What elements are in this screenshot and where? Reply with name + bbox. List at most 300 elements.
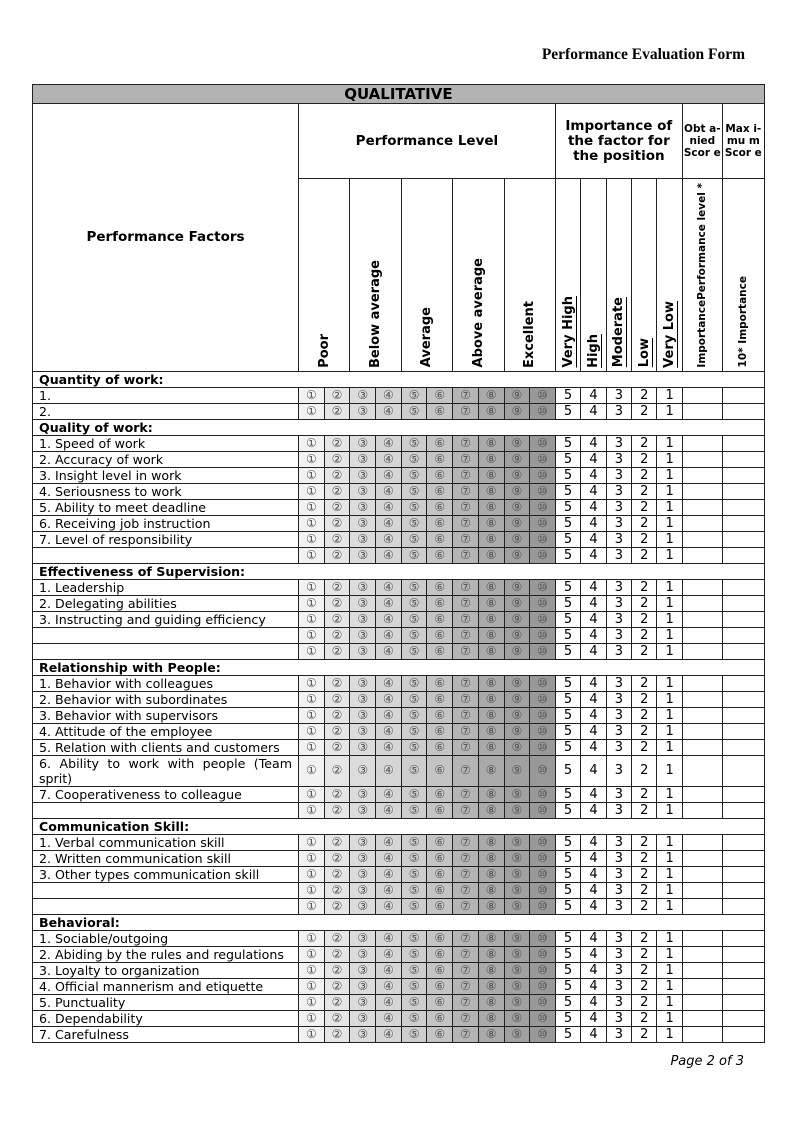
rating-option-6[interactable]: ⑥ [427,515,453,531]
rating-option-1[interactable]: ① [299,643,325,659]
rating-option-1[interactable]: ① [299,882,325,898]
rating-option-1[interactable]: ① [299,1010,325,1026]
importance-option-1[interactable]: 1 [657,451,682,467]
importance-option-1[interactable]: 1 [657,483,682,499]
rating-option-1[interactable]: ① [299,435,325,451]
importance-option-2[interactable]: 2 [632,723,657,739]
rating-option-10[interactable]: ⑩ [530,723,556,739]
rating-option-8[interactable]: ⑧ [478,627,504,643]
rating-option-4[interactable]: ④ [376,962,402,978]
rating-option-4[interactable]: ④ [376,531,402,547]
maximum-score-cell[interactable] [722,898,764,914]
rating-option-6[interactable]: ⑥ [427,882,453,898]
rating-option-8[interactable]: ⑧ [478,387,504,403]
rating-option-8[interactable]: ⑧ [478,850,504,866]
rating-option-6[interactable]: ⑥ [427,467,453,483]
importance-option-1[interactable]: 1 [657,786,682,802]
importance-option-3[interactable]: 3 [606,627,631,643]
obtained-score-cell[interactable] [682,483,722,499]
obtained-score-cell[interactable] [682,387,722,403]
rating-option-5[interactable]: ⑤ [401,850,427,866]
importance-option-1[interactable]: 1 [657,387,682,403]
rating-option-8[interactable]: ⑧ [478,515,504,531]
rating-option-1[interactable]: ① [299,802,325,818]
importance-option-5[interactable]: 5 [555,866,580,882]
rating-option-1[interactable]: ① [299,946,325,962]
importance-option-1[interactable]: 1 [657,515,682,531]
importance-option-2[interactable]: 2 [632,499,657,515]
rating-option-6[interactable]: ⑥ [427,707,453,723]
importance-option-2[interactable]: 2 [632,675,657,691]
rating-option-7[interactable]: ⑦ [453,627,479,643]
importance-option-2[interactable]: 2 [632,946,657,962]
rating-option-10[interactable]: ⑩ [530,531,556,547]
rating-option-9[interactable]: ⑨ [504,1026,530,1042]
importance-option-5[interactable]: 5 [555,739,580,755]
rating-option-10[interactable]: ⑩ [530,547,556,563]
importance-option-3[interactable]: 3 [606,946,631,962]
importance-option-1[interactable]: 1 [657,595,682,611]
rating-option-4[interactable]: ④ [376,882,402,898]
importance-option-3[interactable]: 3 [606,611,631,627]
rating-option-10[interactable]: ⑩ [530,755,556,786]
importance-option-2[interactable]: 2 [632,387,657,403]
maximum-score-cell[interactable] [722,515,764,531]
rating-option-6[interactable]: ⑥ [427,611,453,627]
importance-option-3[interactable]: 3 [606,579,631,595]
rating-option-4[interactable]: ④ [376,834,402,850]
obtained-score-cell[interactable] [682,978,722,994]
obtained-score-cell[interactable] [682,834,722,850]
importance-option-5[interactable]: 5 [555,898,580,914]
rating-option-7[interactable]: ⑦ [453,802,479,818]
importance-option-5[interactable]: 5 [555,611,580,627]
importance-option-3[interactable]: 3 [606,786,631,802]
rating-option-6[interactable]: ⑥ [427,547,453,563]
importance-option-3[interactable]: 3 [606,755,631,786]
rating-option-9[interactable]: ⑨ [504,739,530,755]
rating-option-10[interactable]: ⑩ [530,930,556,946]
maximum-score-cell[interactable] [722,1010,764,1026]
rating-option-8[interactable]: ⑧ [478,723,504,739]
rating-option-9[interactable]: ⑨ [504,483,530,499]
importance-option-3[interactable]: 3 [606,515,631,531]
rating-option-10[interactable]: ⑩ [530,1026,556,1042]
rating-option-1[interactable]: ① [299,515,325,531]
importance-option-2[interactable]: 2 [632,962,657,978]
obtained-score-cell[interactable] [682,691,722,707]
importance-option-5[interactable]: 5 [555,962,580,978]
rating-option-9[interactable]: ⑨ [504,611,530,627]
importance-option-4[interactable]: 4 [581,531,606,547]
rating-option-1[interactable]: ① [299,930,325,946]
rating-option-3[interactable]: ③ [350,387,376,403]
importance-option-1[interactable]: 1 [657,691,682,707]
importance-option-3[interactable]: 3 [606,595,631,611]
importance-option-4[interactable]: 4 [581,866,606,882]
rating-option-9[interactable]: ⑨ [504,882,530,898]
importance-option-5[interactable]: 5 [555,675,580,691]
importance-option-5[interactable]: 5 [555,834,580,850]
rating-option-3[interactable]: ③ [350,930,376,946]
importance-option-2[interactable]: 2 [632,1010,657,1026]
rating-option-7[interactable]: ⑦ [453,786,479,802]
rating-option-2[interactable]: ② [324,435,350,451]
rating-option-9[interactable]: ⑨ [504,547,530,563]
importance-option-4[interactable]: 4 [581,850,606,866]
rating-option-3[interactable]: ③ [350,898,376,914]
maximum-score-cell[interactable] [722,675,764,691]
importance-option-2[interactable]: 2 [632,802,657,818]
rating-option-2[interactable]: ② [324,547,350,563]
obtained-score-cell[interactable] [682,786,722,802]
obtained-score-cell[interactable] [682,499,722,515]
rating-option-5[interactable]: ⑤ [401,627,427,643]
importance-option-2[interactable]: 2 [632,611,657,627]
maximum-score-cell[interactable] [722,739,764,755]
importance-option-2[interactable]: 2 [632,739,657,755]
rating-option-5[interactable]: ⑤ [401,946,427,962]
importance-option-5[interactable]: 5 [555,802,580,818]
rating-option-4[interactable]: ④ [376,483,402,499]
rating-option-7[interactable]: ⑦ [453,930,479,946]
rating-option-10[interactable]: ⑩ [530,515,556,531]
rating-option-9[interactable]: ⑨ [504,802,530,818]
rating-option-10[interactable]: ⑩ [530,467,556,483]
importance-option-5[interactable]: 5 [555,930,580,946]
obtained-score-cell[interactable] [682,946,722,962]
rating-option-8[interactable]: ⑧ [478,882,504,898]
rating-option-2[interactable]: ② [324,403,350,419]
rating-option-3[interactable]: ③ [350,435,376,451]
importance-option-4[interactable]: 4 [581,834,606,850]
importance-option-3[interactable]: 3 [606,691,631,707]
rating-option-5[interactable]: ⑤ [401,802,427,818]
rating-option-2[interactable]: ② [324,930,350,946]
rating-option-3[interactable]: ③ [350,595,376,611]
rating-option-7[interactable]: ⑦ [453,691,479,707]
maximum-score-cell[interactable] [722,691,764,707]
importance-option-2[interactable]: 2 [632,515,657,531]
rating-option-6[interactable]: ⑥ [427,691,453,707]
obtained-score-cell[interactable] [682,531,722,547]
rating-option-5[interactable]: ⑤ [401,675,427,691]
rating-option-10[interactable]: ⑩ [530,962,556,978]
importance-option-3[interactable]: 3 [606,547,631,563]
rating-option-2[interactable]: ② [324,850,350,866]
rating-option-3[interactable]: ③ [350,834,376,850]
importance-option-1[interactable]: 1 [657,403,682,419]
rating-option-9[interactable]: ⑨ [504,435,530,451]
rating-option-7[interactable]: ⑦ [453,994,479,1010]
importance-option-4[interactable]: 4 [581,611,606,627]
rating-option-2[interactable]: ② [324,707,350,723]
obtained-score-cell[interactable] [682,723,722,739]
obtained-score-cell[interactable] [682,435,722,451]
rating-option-5[interactable]: ⑤ [401,435,427,451]
importance-option-5[interactable]: 5 [555,850,580,866]
rating-option-4[interactable]: ④ [376,707,402,723]
rating-option-4[interactable]: ④ [376,467,402,483]
rating-option-10[interactable]: ⑩ [530,451,556,467]
rating-option-2[interactable]: ② [324,467,350,483]
rating-option-7[interactable]: ⑦ [453,435,479,451]
importance-option-4[interactable]: 4 [581,387,606,403]
importance-option-3[interactable]: 3 [606,834,631,850]
obtained-score-cell[interactable] [682,611,722,627]
rating-option-1[interactable]: ① [299,451,325,467]
importance-option-5[interactable]: 5 [555,547,580,563]
importance-option-2[interactable]: 2 [632,1026,657,1042]
rating-option-6[interactable]: ⑥ [427,850,453,866]
importance-option-5[interactable]: 5 [555,435,580,451]
importance-option-4[interactable]: 4 [581,691,606,707]
rating-option-7[interactable]: ⑦ [453,834,479,850]
rating-option-3[interactable]: ③ [350,786,376,802]
rating-option-3[interactable]: ③ [350,1026,376,1042]
rating-option-8[interactable]: ⑧ [478,499,504,515]
importance-option-3[interactable]: 3 [606,707,631,723]
rating-option-1[interactable]: ① [299,387,325,403]
rating-option-10[interactable]: ⑩ [530,1010,556,1026]
rating-option-1[interactable]: ① [299,850,325,866]
importance-option-1[interactable]: 1 [657,707,682,723]
importance-option-3[interactable]: 3 [606,531,631,547]
rating-option-5[interactable]: ⑤ [401,595,427,611]
rating-option-5[interactable]: ⑤ [401,994,427,1010]
rating-option-4[interactable]: ④ [376,866,402,882]
importance-option-3[interactable]: 3 [606,499,631,515]
rating-option-8[interactable]: ⑧ [478,451,504,467]
obtained-score-cell[interactable] [682,675,722,691]
importance-option-5[interactable]: 5 [555,387,580,403]
rating-option-2[interactable]: ② [324,994,350,1010]
rating-option-5[interactable]: ⑤ [401,834,427,850]
rating-option-6[interactable]: ⑥ [427,802,453,818]
rating-option-9[interactable]: ⑨ [504,579,530,595]
rating-option-6[interactable]: ⑥ [427,723,453,739]
obtained-score-cell[interactable] [682,595,722,611]
rating-option-6[interactable]: ⑥ [427,930,453,946]
importance-option-1[interactable]: 1 [657,531,682,547]
importance-option-3[interactable]: 3 [606,483,631,499]
rating-option-5[interactable]: ⑤ [401,707,427,723]
obtained-score-cell[interactable] [682,403,722,419]
rating-option-6[interactable]: ⑥ [427,499,453,515]
importance-option-4[interactable]: 4 [581,739,606,755]
importance-option-3[interactable]: 3 [606,978,631,994]
rating-option-8[interactable]: ⑧ [478,802,504,818]
rating-option-2[interactable]: ② [324,387,350,403]
rating-option-10[interactable]: ⑩ [530,802,556,818]
rating-option-8[interactable]: ⑧ [478,707,504,723]
importance-option-1[interactable]: 1 [657,962,682,978]
obtained-score-cell[interactable] [682,643,722,659]
rating-option-5[interactable]: ⑤ [401,467,427,483]
rating-option-6[interactable]: ⑥ [427,962,453,978]
importance-option-3[interactable]: 3 [606,387,631,403]
maximum-score-cell[interactable] [722,483,764,499]
importance-option-4[interactable]: 4 [581,483,606,499]
importance-option-2[interactable]: 2 [632,850,657,866]
rating-option-5[interactable]: ⑤ [401,898,427,914]
maximum-score-cell[interactable] [722,611,764,627]
rating-option-2[interactable]: ② [324,898,350,914]
maximum-score-cell[interactable] [722,930,764,946]
rating-option-4[interactable]: ④ [376,611,402,627]
rating-option-8[interactable]: ⑧ [478,547,504,563]
maximum-score-cell[interactable] [722,946,764,962]
rating-option-3[interactable]: ③ [350,483,376,499]
importance-option-2[interactable]: 2 [632,403,657,419]
rating-option-9[interactable]: ⑨ [504,930,530,946]
importance-option-2[interactable]: 2 [632,994,657,1010]
rating-option-1[interactable]: ① [299,547,325,563]
rating-option-1[interactable]: ① [299,834,325,850]
rating-option-5[interactable]: ⑤ [401,930,427,946]
obtained-score-cell[interactable] [682,467,722,483]
rating-option-2[interactable]: ② [324,962,350,978]
importance-option-3[interactable]: 3 [606,850,631,866]
rating-option-3[interactable]: ③ [350,451,376,467]
rating-option-5[interactable]: ⑤ [401,723,427,739]
importance-option-1[interactable]: 1 [657,547,682,563]
importance-option-2[interactable]: 2 [632,483,657,499]
importance-option-4[interactable]: 4 [581,627,606,643]
rating-option-10[interactable]: ⑩ [530,994,556,1010]
rating-option-5[interactable]: ⑤ [401,643,427,659]
rating-option-9[interactable]: ⑨ [504,515,530,531]
importance-option-1[interactable]: 1 [657,499,682,515]
rating-option-1[interactable]: ① [299,739,325,755]
rating-option-7[interactable]: ⑦ [453,451,479,467]
importance-option-2[interactable]: 2 [632,435,657,451]
rating-option-4[interactable]: ④ [376,675,402,691]
rating-option-5[interactable]: ⑤ [401,531,427,547]
rating-option-1[interactable]: ① [299,627,325,643]
importance-option-5[interactable]: 5 [555,643,580,659]
rating-option-9[interactable]: ⑨ [504,1010,530,1026]
rating-option-7[interactable]: ⑦ [453,946,479,962]
rating-option-3[interactable]: ③ [350,850,376,866]
rating-option-2[interactable]: ② [324,786,350,802]
maximum-score-cell[interactable] [722,387,764,403]
rating-option-4[interactable]: ④ [376,1026,402,1042]
rating-option-7[interactable]: ⑦ [453,723,479,739]
importance-option-4[interactable]: 4 [581,643,606,659]
rating-option-9[interactable]: ⑨ [504,451,530,467]
rating-option-8[interactable]: ⑧ [478,866,504,882]
importance-option-3[interactable]: 3 [606,882,631,898]
rating-option-1[interactable]: ① [299,994,325,1010]
importance-option-2[interactable]: 2 [632,691,657,707]
maximum-score-cell[interactable] [722,707,764,723]
rating-option-3[interactable]: ③ [350,739,376,755]
importance-option-4[interactable]: 4 [581,723,606,739]
rating-option-2[interactable]: ② [324,739,350,755]
obtained-score-cell[interactable] [682,866,722,882]
importance-option-5[interactable]: 5 [555,786,580,802]
importance-option-2[interactable]: 2 [632,707,657,723]
rating-option-9[interactable]: ⑨ [504,850,530,866]
maximum-score-cell[interactable] [722,834,764,850]
rating-option-1[interactable]: ① [299,962,325,978]
rating-option-6[interactable]: ⑥ [427,866,453,882]
rating-option-8[interactable]: ⑧ [478,579,504,595]
rating-option-9[interactable]: ⑨ [504,467,530,483]
rating-option-9[interactable]: ⑨ [504,675,530,691]
rating-option-4[interactable]: ④ [376,1010,402,1026]
rating-option-6[interactable]: ⑥ [427,994,453,1010]
importance-option-1[interactable]: 1 [657,834,682,850]
rating-option-2[interactable]: ② [324,1026,350,1042]
rating-option-3[interactable]: ③ [350,531,376,547]
importance-option-2[interactable]: 2 [632,595,657,611]
rating-option-8[interactable]: ⑧ [478,755,504,786]
rating-option-10[interactable]: ⑩ [530,978,556,994]
maximum-score-cell[interactable] [722,595,764,611]
importance-option-1[interactable]: 1 [657,866,682,882]
rating-option-4[interactable]: ④ [376,595,402,611]
rating-option-4[interactable]: ④ [376,994,402,1010]
importance-option-5[interactable]: 5 [555,1010,580,1026]
rating-option-9[interactable]: ⑨ [504,531,530,547]
importance-option-4[interactable]: 4 [581,930,606,946]
rating-option-6[interactable]: ⑥ [427,675,453,691]
importance-option-1[interactable]: 1 [657,627,682,643]
rating-option-9[interactable]: ⑨ [504,403,530,419]
rating-option-5[interactable]: ⑤ [401,579,427,595]
rating-option-2[interactable]: ② [324,531,350,547]
rating-option-5[interactable]: ⑤ [401,387,427,403]
rating-option-10[interactable]: ⑩ [530,691,556,707]
rating-option-8[interactable]: ⑧ [478,675,504,691]
rating-option-10[interactable]: ⑩ [530,611,556,627]
importance-option-2[interactable]: 2 [632,834,657,850]
rating-option-7[interactable]: ⑦ [453,467,479,483]
rating-option-6[interactable]: ⑥ [427,627,453,643]
rating-option-7[interactable]: ⑦ [453,515,479,531]
rating-option-7[interactable]: ⑦ [453,547,479,563]
rating-option-10[interactable]: ⑩ [530,579,556,595]
rating-option-10[interactable]: ⑩ [530,850,556,866]
rating-option-10[interactable]: ⑩ [530,675,556,691]
rating-option-9[interactable]: ⑨ [504,898,530,914]
rating-option-4[interactable]: ④ [376,451,402,467]
rating-option-8[interactable]: ⑧ [478,834,504,850]
rating-option-7[interactable]: ⑦ [453,866,479,882]
importance-option-1[interactable]: 1 [657,755,682,786]
rating-option-4[interactable]: ④ [376,547,402,563]
maximum-score-cell[interactable] [722,723,764,739]
importance-option-2[interactable]: 2 [632,866,657,882]
importance-option-1[interactable]: 1 [657,994,682,1010]
rating-option-8[interactable]: ⑧ [478,643,504,659]
rating-option-4[interactable]: ④ [376,435,402,451]
rating-option-3[interactable]: ③ [350,866,376,882]
rating-option-8[interactable]: ⑧ [478,1010,504,1026]
rating-option-10[interactable]: ⑩ [530,403,556,419]
rating-option-9[interactable]: ⑨ [504,643,530,659]
importance-option-4[interactable]: 4 [581,962,606,978]
rating-option-5[interactable]: ⑤ [401,962,427,978]
rating-option-4[interactable]: ④ [376,691,402,707]
rating-option-6[interactable]: ⑥ [427,946,453,962]
rating-option-6[interactable]: ⑥ [427,483,453,499]
obtained-score-cell[interactable] [682,1010,722,1026]
rating-option-3[interactable]: ③ [350,723,376,739]
rating-option-5[interactable]: ⑤ [401,1026,427,1042]
